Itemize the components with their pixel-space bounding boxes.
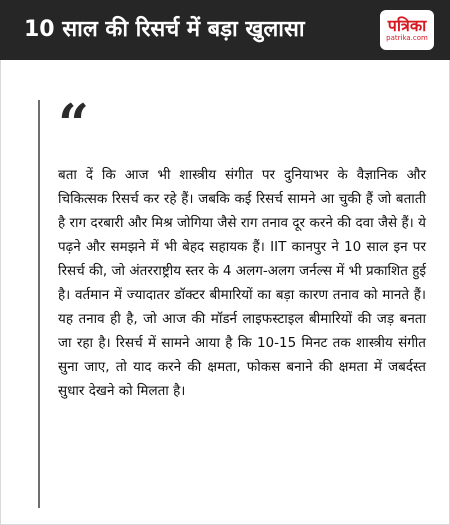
patrika-logo[interactable] bbox=[380, 10, 434, 50]
logo-domain: patrika.com bbox=[386, 33, 428, 42]
quote-divider bbox=[38, 100, 40, 508]
header-bar bbox=[0, 0, 450, 60]
quote-mark-icon: “ bbox=[58, 92, 90, 156]
quote-paragraph: बता दें कि आज भी शास्त्रीय संगीत पर दुनियाभर के वैज्ञानिक और चिकित्सक रिसर्च कर रहे हैं। जबकि कई रिसर्च सामने आ चुकी हैं जो बताती है राग दरबारी और मिश्र जोगिया जैसे राग तनाव दूर करने की दवा जैसे हैं। ये पढ़ने और समझने में भी बेहद सहायक हैं। IIT कानपुर ने 10 साल इन पर रिसर्च की, जो अंतरराष्ट्रीय स्तर के 4 अलग-अलग जर्नल्स में भी प्रकाशित हुई है। वर्तमान में ज्यादातर डॉक्टर बीमारियों का बड़ा कारण तनाव को मानते हैं। यह तनाव ही है, जो आज की मॉडर्न लाइफस्टाइल बीमारियों की जड़ बनता जा रहा है। रिसर्च में सामने आया है कि 10-15 मिनट तक शास्त्रीय संगीत सुना जाए, तो याद करने की क्षमता, फोकस बनाने की क्षमता में जबर्दस्त सुधार देखने को मिलता है। bbox=[58, 167, 426, 399]
logo-wordmark: पत्रिका bbox=[387, 15, 427, 35]
page-title: 10 साल की रिसर्च में बड़ा खुलासा bbox=[24, 17, 305, 42]
